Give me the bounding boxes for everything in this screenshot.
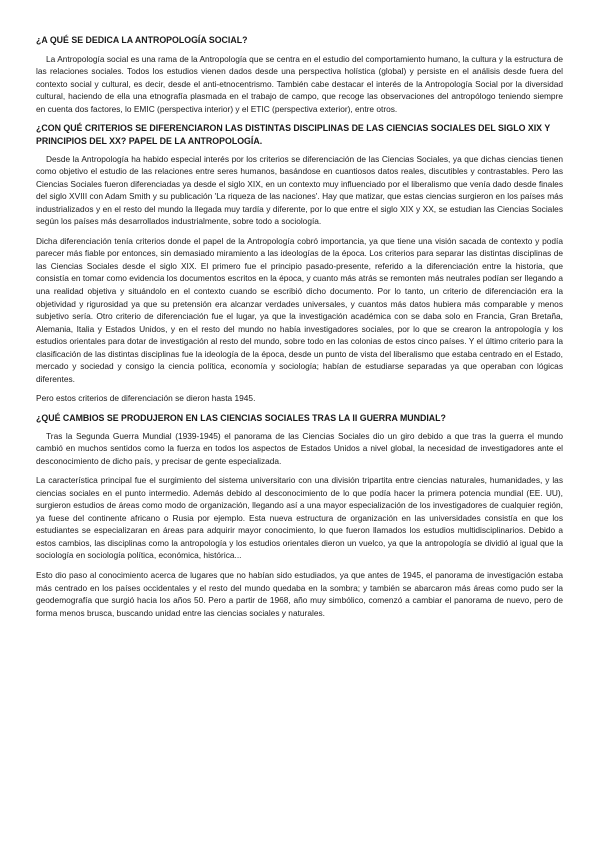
section-heading-antropologia-social: ¿A QUÉ SE DEDICA LA ANTROPOLOGÍA SOCIAL? <box>36 35 248 45</box>
paragraph: Pero estos criterios de diferenciación se dieron hasta 1945. <box>36 393 256 404</box>
paragraph: Desde la Antropología ha habido especial interés por los criterios se diferenciación de las Ciencias Sociales, ya que dichas ciencias tienen como objetivo el estudio de las relaciones entre seres humanos, basándose en cuantiosos datos reales, discutibles y contrastables. Pero las Ciencias Sociales fueron diferenciadas ya desde el siglo XIX, en un contexto muy influenciado por el liberalismo que venía dado desde finales del siglo XVIII con Adam Smith y su publicación 'La riqueza de las naciones'. Hay que matizar, que estas ciencias surgieron en los países más industrializados y en el resto del mundo la llegada muy tardía y diferente, por lo que entre el siglo XIX y XX, se estudian las Ciencias Sociales según los países más desarrollados industrialmente, sobre todo a sociología. <box>36 153 563 227</box>
paragraph: Esto dio paso al conocimiento acerca de lugares que no habían sido estudiados, ya que antes de 1945, el panorama de investigación estaba más centrado en los países occidentales y el resto del mundo quedaba en la sombra; y también se abarcaron más áreas como pudo ser la geodemografía que surgió hacia los años 50. Pero a partir de 1968, año muy simbólico, comenzó a cambiar el panorama de nuevo, pero de forma menos brusca, buscando unidad entre las ciencias sociales y naturales. <box>36 569 563 618</box>
paragraph: La Antropología social es una rama de la Antropología que se centra en el estudio del comportamiento humano, la cultura y la estructura de las relaciones sociales. Todos los estudios vienen dados desde una perspectiva holística (global) y persiste en el análisis desde fuera del contexto social y cultural, es decir, desde el anti-etnocentrismo. También cabe destacar el interés de la Antropología Social por la diversidad cultural, haciendo de ella una etnografía plasmada en el trabajo de campo, que recoge las observaciones del antropólogo teniendo siempre en cuenta dos factores, lo EMIC (perspectiva interior) y el ETIC (perspectiva exterior), entre otros. <box>36 53 563 114</box>
section-heading-criterios-diferenciacion: ¿CON QUÉ CRITERIOS SE DIFERENCIARON LAS DISTINTAS DISCIPLINAS DE LAS CIENCIAS SOCIALES DEL SIGLO XIX Y PRINCIPIOS DEL XX? PAPEL DE LA ANTROPOLOGÍA. <box>36 123 551 146</box>
paragraph: La característica principal fue el surgimiento del sistema universitario con una división tripartita entre ciencias naturales, humanidades, y las ciencias sociales en el punto intermedio. Además debido al desconocimiento de lo que podía hacer la primera potencia mundial (EE. UU), surgieron estudios de áreas como modo de organización, llegando así a una mayor especialización de los investigadores de cualquier región, ya fuese del continente africano o Rusia por ejemplo. Esta nueva estructura de organización en las universidades consistía en que los estudiantes se especializaran en áreas para adquirir mayor conocimiento, lo que fueron llamados los estudios multidisciplinarios. Debido a estos cambios, las disciplinas como la antropología y los estudios orientales dieron un vuelco, ya que la antropología se dividió al igual que la sociología en sociología política, económica, histórica... <box>36 475 563 561</box>
paragraph: Tras la Segunda Guerra Mundial (1939-1945) el panorama de las Ciencias Sociales dio un giro debido a que tras la guerra el mundo cambió en muchos sentidos como la fuerza en todos los aspectos de Estados Unidos a nivel global, la necesidad de investigadores ante el desconocimiento de dicho país, y precisar de gente especializada. <box>36 430 563 466</box>
section-heading-cambios-posguerra: ¿QUÉ CAMBIOS SE PRODUJERON EN LAS CIENCIAS SOCIALES TRAS LA II GUERRA MUNDIAL? <box>36 412 446 423</box>
paragraph: Dicha diferenciación tenía criterios donde el papel de la Antropología cobró importancia, ya que tiene una visión sacada de contexto y podía parecer más fiable por entonces, sin demasiado miramiento a las ideologías de la época. Los criterios para separar las distintas disciplinas de las Ciencias Sociales desde el siglo XIX. El primero fue el principio pasado-presente, referido a la diferenciación entre la historia, que consistía en tomar como evidencia los documentos escritos en la época, y cuanto más atrás se remonten más neutrales podían ser llegando a una realidad objetiva y situándolo en el contexto cuando se escribió dicho documento. Por lo tanto, un criterio de diferenciación era la objetividad y rigurosidad ya que su pretensión era alcanzar verdades universales, y cuantos más datos hubiera más comparable y menos subjetivo sería. Otro criterio de diferenciación fue el lugar, ya que la investigación académica con se daba solo en Francia, Gran Bretaña, Alemania, Italia y Estados Unidos, y en el resto del mundo no había investigadores sociales, por lo que se crearon la antropología y los estudios orientales para dotar de investigación al resto del mundo, sobre todo en las colonias de estos cinco países. Y el último criterio para la clasificación de las distintas disciplinas fue la ideología de la época, desde un punto de vista del liberalismo que estaba centrado en el Estado, mercado y sociedad y consigo la ciencia política, economía y sociología; habían de estudiarse separadas ya que operaban con lógicas diferentes. <box>36 235 563 384</box>
